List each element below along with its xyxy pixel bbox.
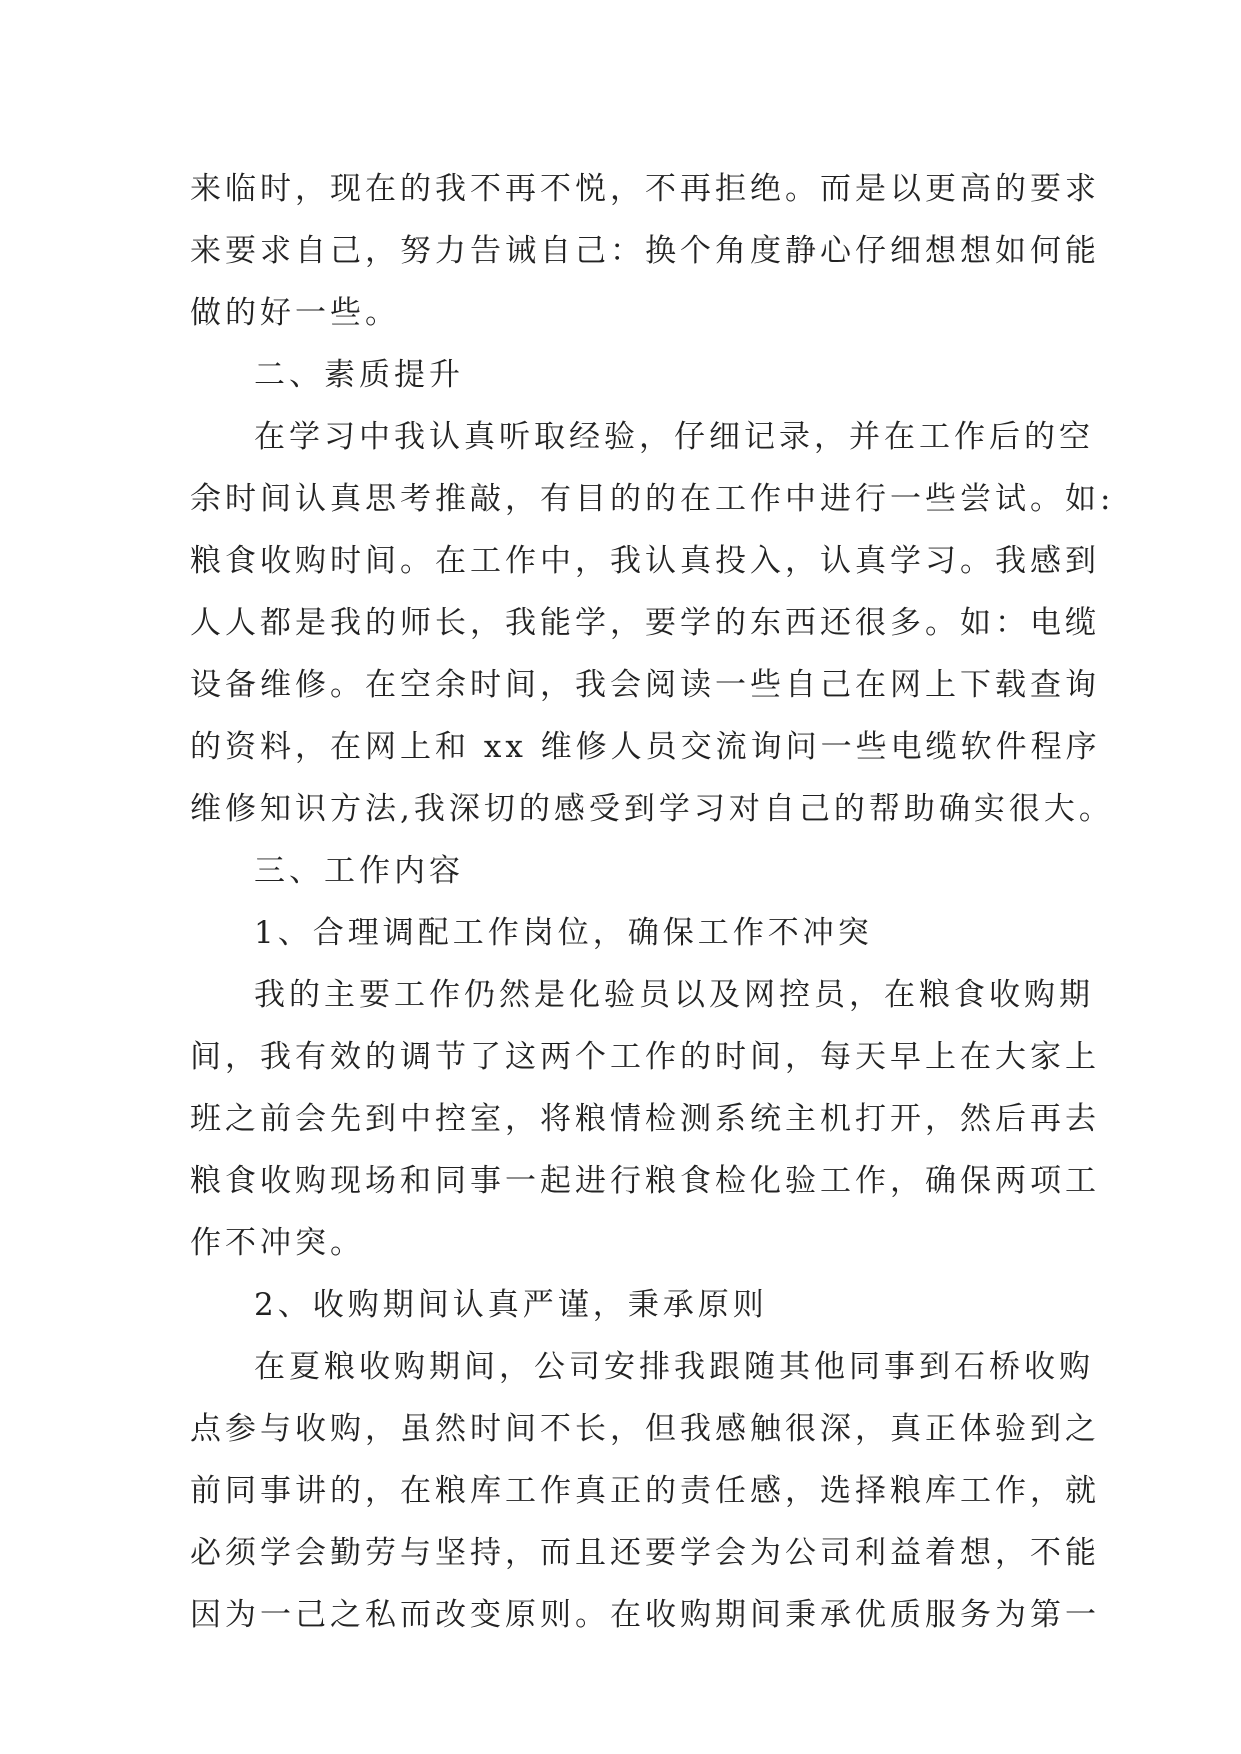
text-line: 在夏粮收购期间，公司安排我跟随其他同事到石桥收购 [254,1349,1094,1385]
text-line: 我的主要工作仍然是化验员以及网控员，在粮食收购期 [254,977,1094,1013]
text-line: 人人都是我的师长，我能学，要学的东西还很多。如：电缆 [190,605,1100,641]
section-heading: 三、工作内容 [254,853,464,889]
text-line: 点参与收购，虽然时间不长，但我感触很深，真正体验到之 [190,1411,1100,1447]
text-line: 班之前会先到中控室，将粮情检测系统主机打开，然后再去 [190,1101,1100,1137]
text-line: 来要求自己，努力告诫自己：换个角度静心仔细想想如何能 [190,233,1100,269]
text-line: 粮食收购现场和同事一起进行粮食检化验工作，确保两项工 [190,1163,1100,1199]
subsection-heading: 2、收购期间认真严谨，秉承原则 [254,1287,768,1323]
text-line: 在学习中我认真听取经验，仔细记录，并在工作后的空 [254,419,1094,455]
text-line: 维修知识方法,我深切的感受到学习对自己的帮助确实很大。 [190,791,1114,827]
text-line: 因为一己之私而改变原则。在收购期间秉承优质服务为第一 [190,1597,1100,1633]
text-line: 粮食收购时间。在工作中，我认真投入，认真学习。我感到 [190,543,1100,579]
text-line: 前同事讲的，在粮库工作真正的责任感，选择粮库工作，就 [190,1473,1100,1509]
text-line: 余时间认真思考推敲，有目的的在工作中进行一些尝试。如: [190,481,1115,517]
section-heading: 二、素质提升 [254,357,464,393]
text-line: 的资料，在网上和 xx 维修人员交流询问一些电缆软件程序 [190,729,1101,765]
text-line: 作不冲突。 [190,1225,365,1261]
text-line: 设备维修。在空余时间，我会阅读一些自己在网上下载查询 [190,667,1100,703]
text-line: 间，我有效的调节了这两个工作的时间，每天早上在大家上 [190,1039,1100,1075]
subsection-heading: 1、合理调配工作岗位，确保工作不冲突 [254,915,873,951]
text-line: 做的好一些。 [190,295,400,331]
document-body [190,158,1115,1646]
text-line: 必须学会勤劳与坚持，而且还要学会为公司利益着想，不能 [190,1535,1100,1571]
text-line: 来临时，现在的我不再不悦，不再拒绝。而是以更高的要求 [190,171,1100,207]
